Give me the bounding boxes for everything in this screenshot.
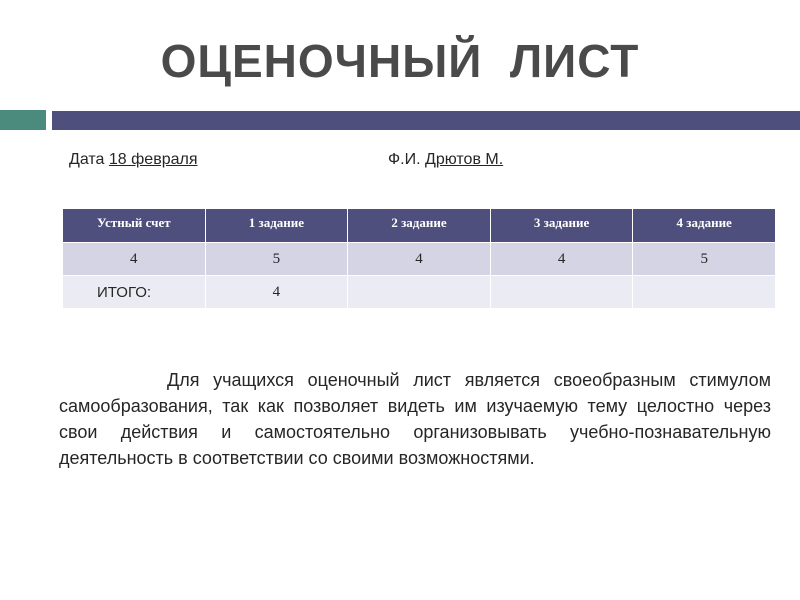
header-oral-count: Устный счет	[63, 209, 206, 243]
score-task-1: 5	[205, 243, 348, 276]
slide-title: ОЦЕНОЧНЫЙ ЛИСТ	[160, 35, 640, 87]
header-task-1: 1 задание	[205, 209, 348, 243]
score-task-4: 5	[633, 243, 776, 276]
score-task-2: 4	[348, 243, 491, 276]
name-label: Ф.И.	[388, 151, 421, 168]
header-task-3: 3 задание	[490, 209, 633, 243]
date-value: 18 февраля	[108, 151, 198, 168]
date-label: Дата	[69, 151, 105, 168]
table-row-scores	[63, 243, 776, 276]
header-task-4: 4 задание	[633, 209, 776, 243]
total-value: 4	[205, 276, 348, 309]
date-line	[69, 151, 198, 169]
score-oral-count: 4	[63, 243, 206, 276]
score-table	[62, 208, 776, 309]
description-paragraph: Для учащихся оценочный лист является своеобразным стимулом самообразования, так как позволяет видеть им изучаемую тему целостно через свои действия и самостоятельно организовывать учебно-познавательную деятельность в соответствии со своими возможностями.	[59, 370, 771, 468]
total-label: ИТОГО:	[63, 276, 206, 309]
table-row-total	[63, 276, 776, 309]
header-task-2: 2 задание	[348, 209, 491, 243]
name-value: Дрютов М.	[425, 151, 504, 168]
total-empty-cell	[348, 276, 491, 309]
total-empty-cell	[490, 276, 633, 309]
total-empty-cell	[633, 276, 776, 309]
table-header-row	[63, 209, 776, 243]
score-task-3: 4	[490, 243, 633, 276]
accent-band-left	[0, 110, 46, 130]
name-line	[388, 151, 503, 169]
accent-band-right	[52, 111, 800, 130]
